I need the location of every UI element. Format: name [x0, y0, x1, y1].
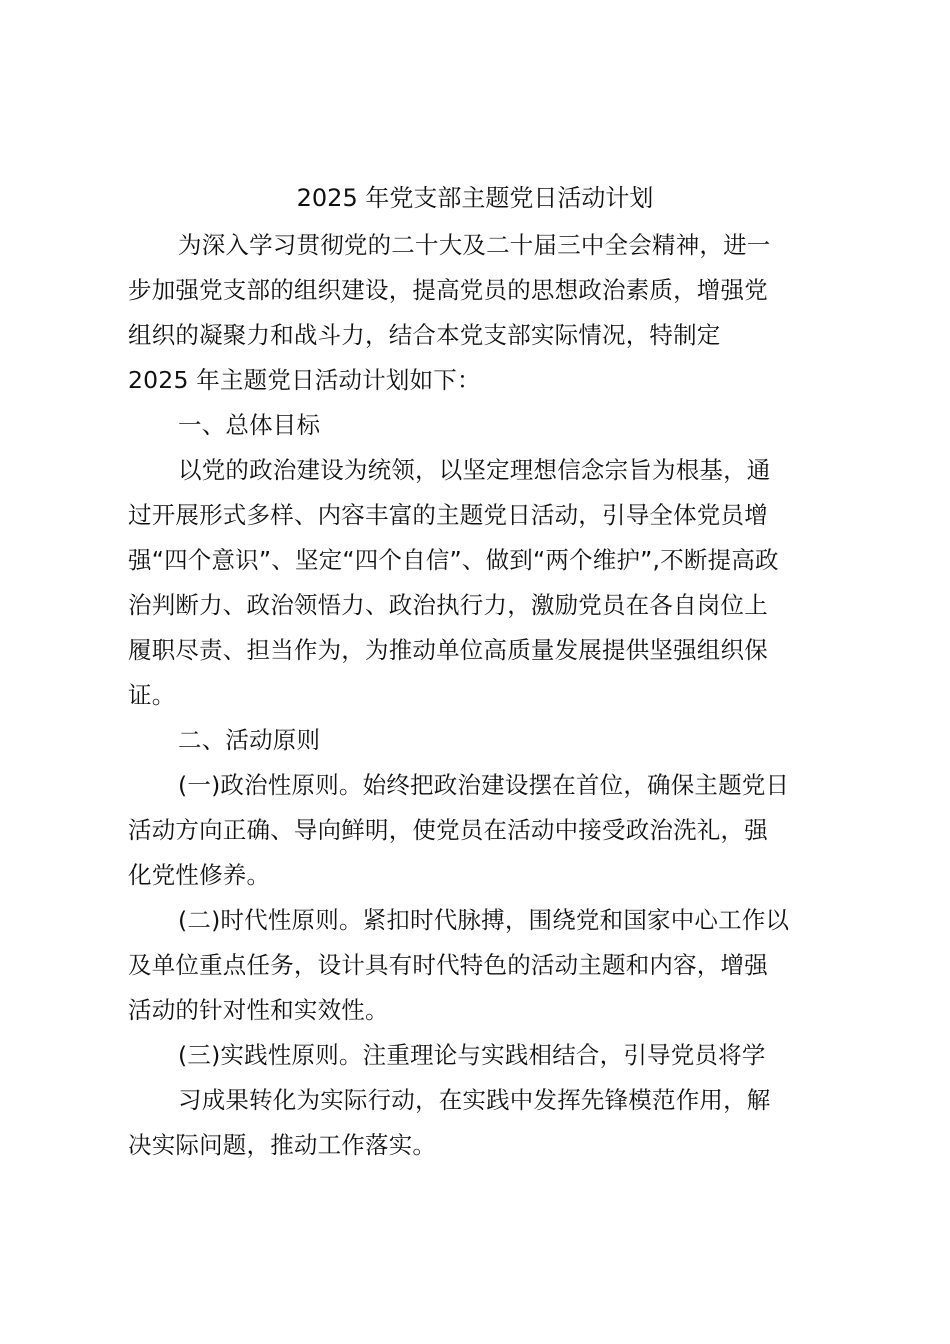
principle-line: 决实际问题，推动工作落实。 — [128, 1131, 437, 1159]
document-title: 2025 年党支部主题党日活动计划 — [296, 184, 654, 212]
section-heading-principles: 二、活动原则 — [178, 726, 321, 754]
goals-line: 治判断力、政治领悟力、政治执行力，激励党员在各自岗位上 — [128, 591, 768, 619]
intro-line: 2025 年主题党日活动计划如下： — [128, 366, 481, 394]
principle-line: (三)实践性原则。注重理论与实践相结合，引导党员将学 — [178, 1041, 766, 1069]
goals-line: 强“四个意识”、坚定“四个自信”、做到“两个维护”,不断提高政 — [128, 546, 779, 574]
goals-line: 证。 — [128, 681, 176, 709]
intro-line: 为深入学习贯彻党的二十大及二十届三中全会精神，进一 — [178, 231, 771, 259]
principle-line: 活动的针对性和实效性。 — [128, 996, 389, 1024]
principle-line: (一)政治性原则。始终把政治建设摆在首位，确保主题党日 — [178, 771, 790, 799]
principle-line: 习成果转化为实际行动，在实践中发挥先锋模范作用，解 — [178, 1086, 771, 1114]
intro-line: 组织的凝聚力和战斗力，结合本党支部实际情况，特制定 — [128, 321, 721, 349]
goals-line: 履职尽责、担当作为，为推动单位高质量发展提供坚强组织保 — [128, 636, 768, 664]
intro-line: 步加强党支部的组织建设，提高党员的思想政治素质，增强党 — [128, 276, 768, 304]
principle-line: 化党性修养。 — [128, 861, 271, 889]
principle-line: (二)时代性原则。紧扣时代脉搏，围绕党和国家中心工作以 — [178, 906, 790, 934]
principle-line: 活动方向正确、导向鲜明，使党员在活动中接受政治洗礼，强 — [128, 816, 768, 844]
section-heading-goals: 一、总体目标 — [178, 411, 321, 439]
goals-line: 过开展形式多样、内容丰富的主题党日活动，引导全体党员增 — [128, 501, 768, 529]
goals-line: 以党的政治建设为统领，以坚定理想信念宗旨为根基，通 — [178, 456, 771, 484]
principle-line: 及单位重点任务，设计具有时代特色的活动主题和内容，增强 — [128, 951, 768, 979]
